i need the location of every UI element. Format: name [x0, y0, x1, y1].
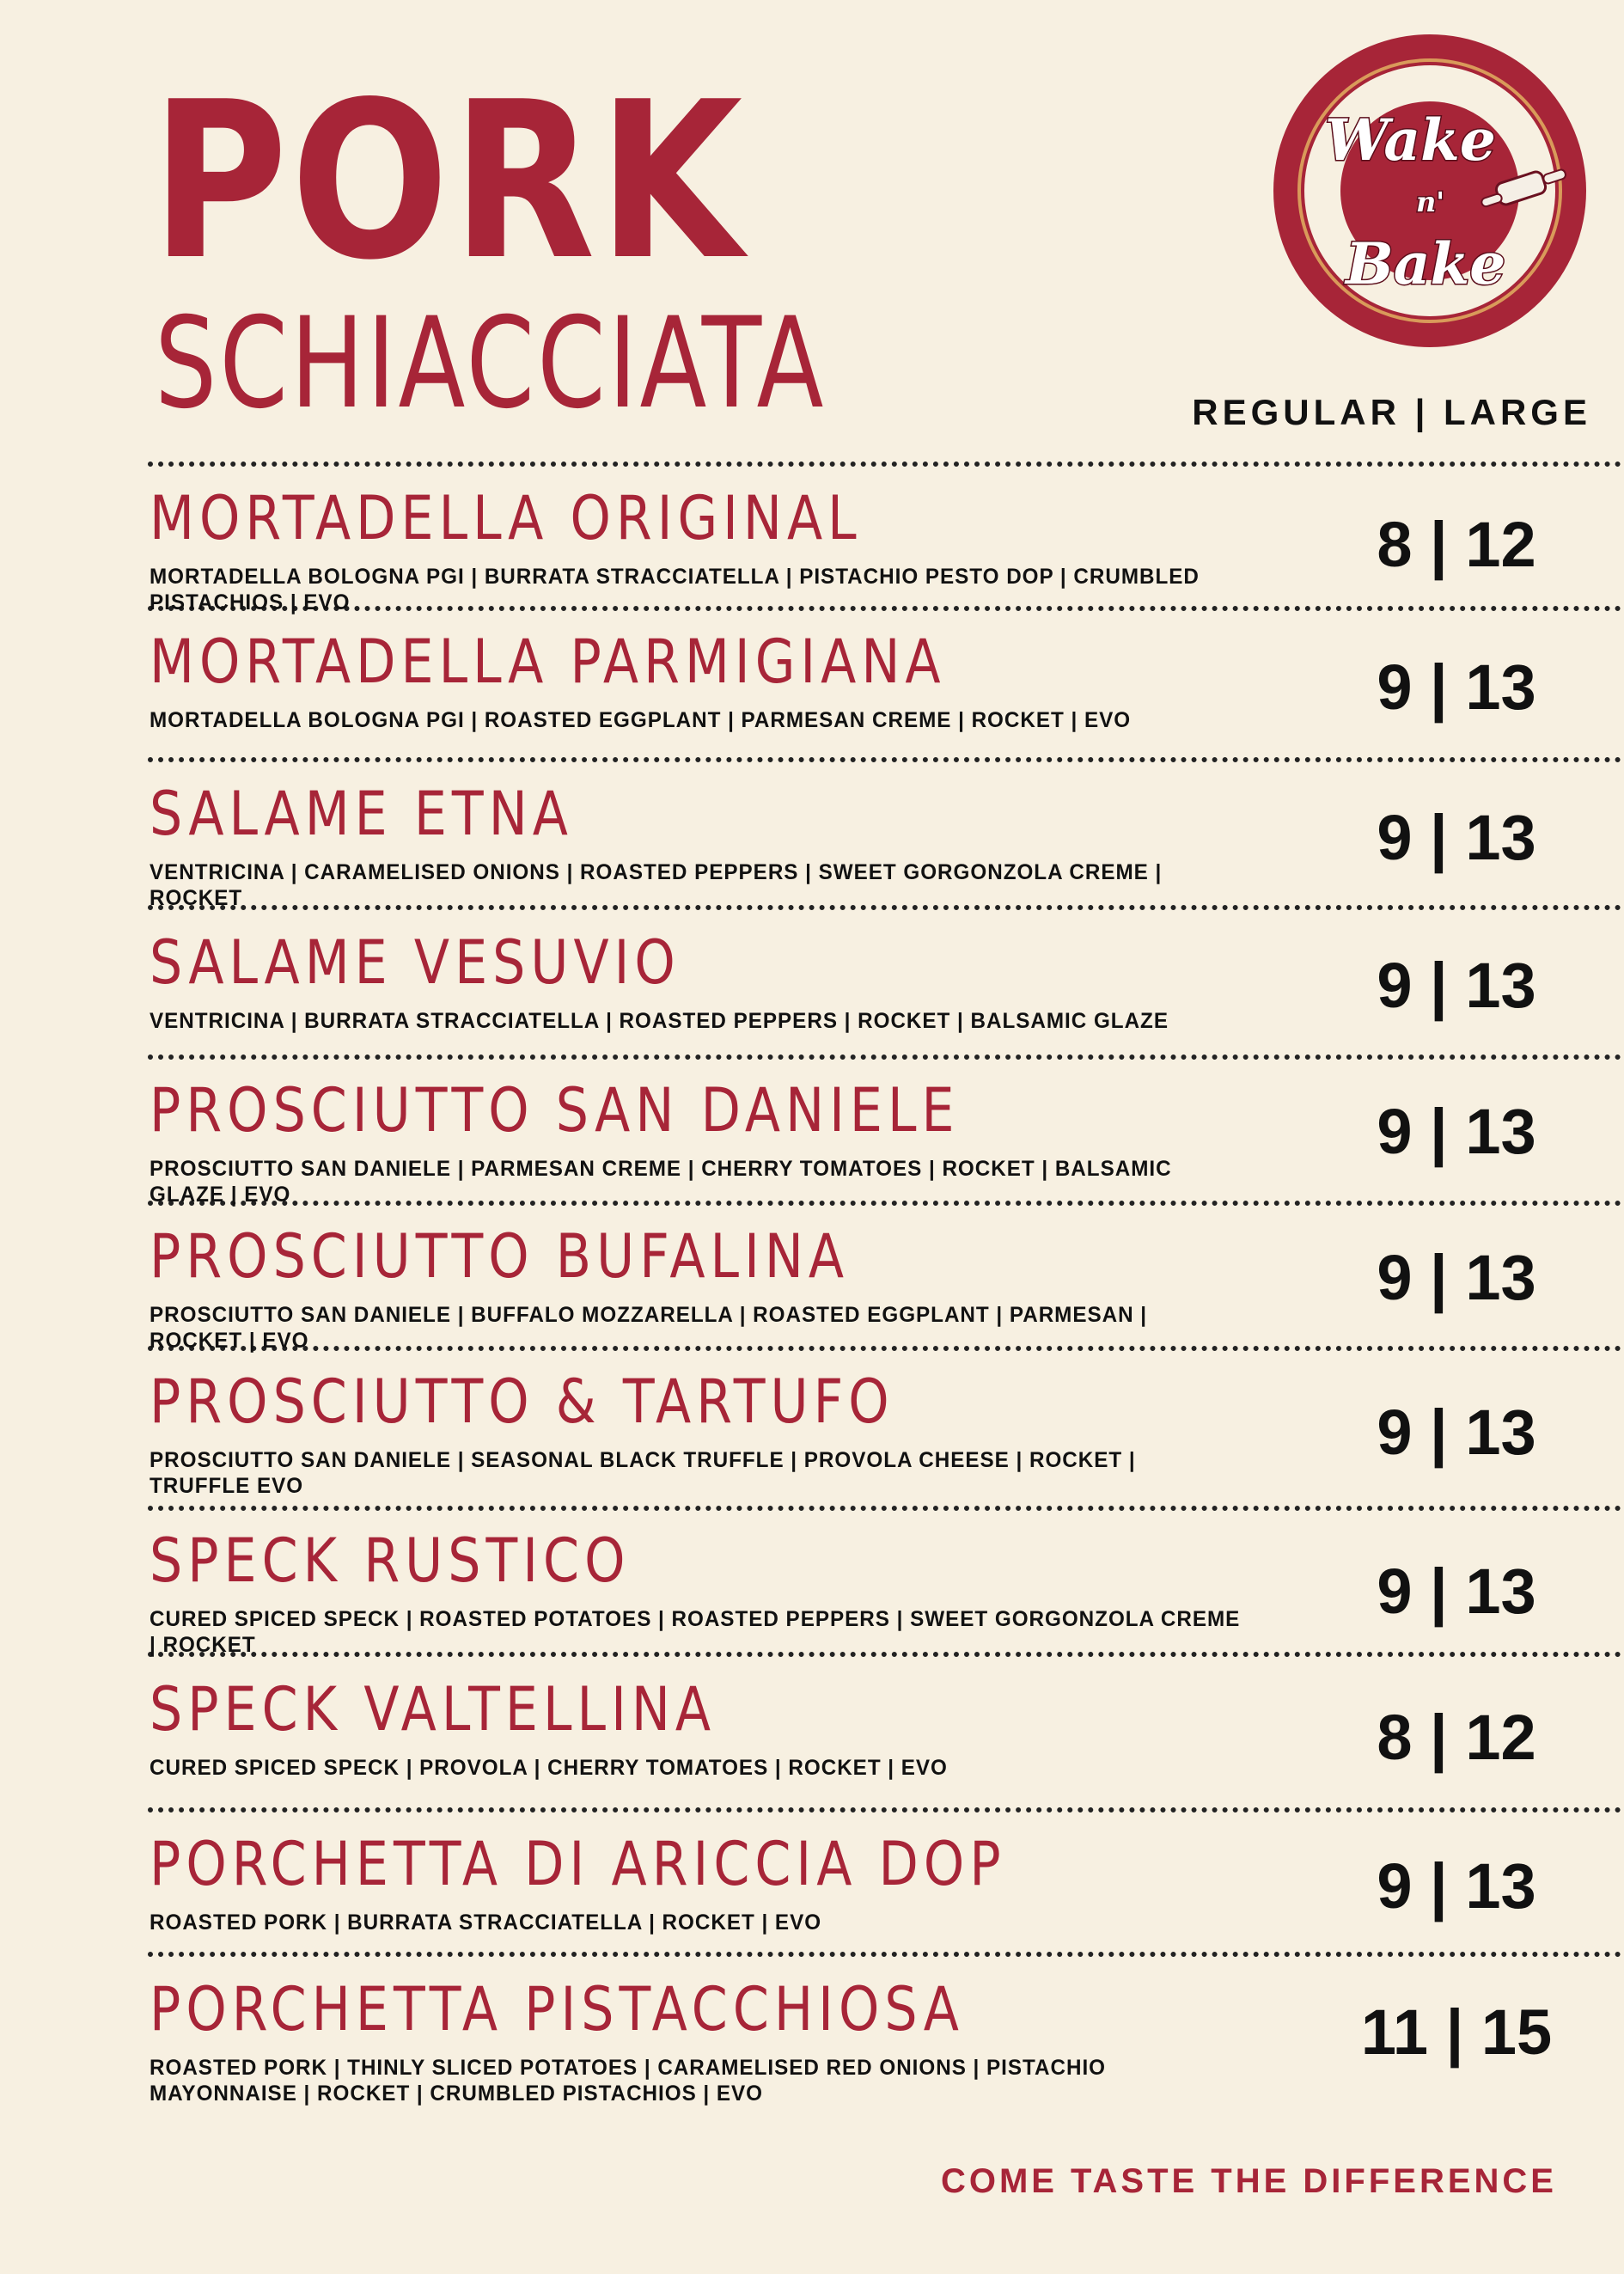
- logo-text-wake: Wake: [1325, 107, 1496, 174]
- menu-item-name: SPECK RUSTICO: [150, 1525, 631, 1596]
- menu-item-name: PROSCIUTTO SAN DANIELE: [150, 1075, 960, 1146]
- menu-item-name: PORCHETTA PISTACCHIOSA: [150, 1974, 964, 2045]
- menu-item-name: MORTADELLA ORIGINAL: [150, 483, 862, 553]
- menu-item-price: 9 | 13: [1377, 651, 1536, 723]
- menu-item: [150, 1075, 1370, 1207]
- menu-item-ingredients: VENTRICINA | CARAMELISED ONIONS | ROASTED PEPPERS | SWEET GORGONZOLA CREME | ROCKET: [150, 860, 1163, 910]
- dotted-divider: [148, 1506, 1621, 1511]
- menu-item-price: 9 | 13: [1377, 1242, 1536, 1313]
- menu-item-name: PORCHETTA DI ARICCIA DOP: [150, 1829, 1006, 1899]
- wake-n-bake-logo: [1272, 33, 1588, 349]
- menu-item-ingredients: ROASTED PORK | BURRATA STRACCIATELLA | ROCKET | EVO: [150, 1910, 822, 1935]
- menu-item-ingredients: CURED SPICED SPECK | PROVOLA | CHERRY TOMATOES | ROCKET | EVO: [150, 1756, 948, 1780]
- footer-tagline: COME TASTE THE DIFFERENCE: [940, 2162, 1557, 2200]
- menu-item-name: PROSCIUTTO BUFALINA: [150, 1221, 850, 1292]
- menu-item-price: 9 | 13: [1377, 1096, 1536, 1167]
- menu-item-name: SALAME VESUVIO: [150, 927, 681, 998]
- menu-item-ingredients: ROASTED PORK | THINLY SLICED POTATOES | CARAMELISED RED ONIONS | PISTACHIO MAYONNAISE | ROCKET | CRUMBLED PISTACHIOS | EVO: [150, 2056, 1106, 2106]
- dotted-divider: [148, 1952, 1621, 1957]
- menu-item-price: 9 | 13: [1377, 950, 1536, 1021]
- menu-item: [150, 1829, 1370, 1935]
- menu-item-name: PROSCIUTTO & TARTUFO: [150, 1366, 894, 1437]
- dotted-divider: [148, 1807, 1621, 1812]
- menu-item-name: SPECK VALTELLINA: [150, 1674, 717, 1745]
- menu-item-ingredients: MORTADELLA BOLOGNA PGI | ROASTED EGGPLANT | PARMESAN CREME | ROCKET | EVO: [150, 708, 1132, 732]
- menu-title-pork: PORK: [151, 56, 746, 308]
- menu-item-ingredients: VENTRICINA | BURRATA STRACCIATELLA | ROASTED PEPPERS | ROCKET | BALSAMIC GLAZE: [150, 1009, 1169, 1033]
- menu-item-name: MORTADELLA PARMIGIANA: [150, 627, 946, 697]
- dotted-divider: [148, 462, 1621, 467]
- logo-text-n: n': [1416, 186, 1445, 218]
- menu-item: [150, 1366, 1370, 1499]
- menu-item-price: 8 | 12: [1377, 509, 1536, 580]
- dotted-divider: [148, 1054, 1621, 1060]
- menu-item-ingredients: PROSCIUTTO SAN DANIELE | BUFFALO MOZZARELLA | ROASTED EGGPLANT | PARMESAN | ROCKET | EVO: [150, 1303, 1148, 1353]
- menu-title-schiacciata: SCHIACCIATA: [155, 290, 827, 437]
- menu-item-ingredients: PROSCIUTTO SAN DANIELE | PARMESAN CREME | CHERRY TOMATOES | ROCKET | BALSAMIC GLAZE | EVO: [150, 1157, 1172, 1207]
- menu-item-price: 9 | 13: [1377, 802, 1536, 873]
- menu-item-price: 8 | 12: [1377, 1702, 1536, 1773]
- menu-item-name: SALAME ETNA: [150, 779, 573, 849]
- menu-item: [150, 779, 1370, 911]
- menu-item-price: 11 | 15: [1360, 1996, 1553, 2068]
- menu-item-ingredients: CURED SPICED SPECK | ROASTED POTATOES | ROASTED PEPPERS | SWEET GORGONZOLA CREME | ROCKET: [150, 1607, 1241, 1657]
- menu-item: [150, 627, 1370, 733]
- menu-item: [150, 483, 1370, 615]
- menu-item-ingredients: PROSCIUTTO SAN DANIELE | SEASONAL BLACK TRUFFLE | PROVOLA CHEESE | ROCKET | TRUFFLE EVO: [150, 1448, 1136, 1498]
- logo-text-bake: Bake: [1346, 230, 1506, 297]
- dotted-divider: [148, 757, 1621, 762]
- menu-item: [150, 1221, 1370, 1354]
- menu-item: [150, 927, 1370, 1034]
- menu-item: [150, 1974, 1370, 2106]
- menu-item-ingredients: MORTADELLA BOLOGNA PGI | BURRATA STRACCIATELLA | PISTACHIO PESTO DOP | CRUMBLED PISTACHIOS | EVO: [150, 565, 1200, 614]
- menu-item-price: 9 | 13: [1377, 1397, 1536, 1468]
- size-column-header: REGULAR | LARGE: [1192, 392, 1591, 432]
- menu-item-price: 9 | 13: [1377, 1850, 1536, 1922]
- menu-item: [150, 1525, 1370, 1658]
- menu-item: [150, 1674, 1370, 1781]
- menu-item-price: 9 | 13: [1377, 1556, 1536, 1627]
